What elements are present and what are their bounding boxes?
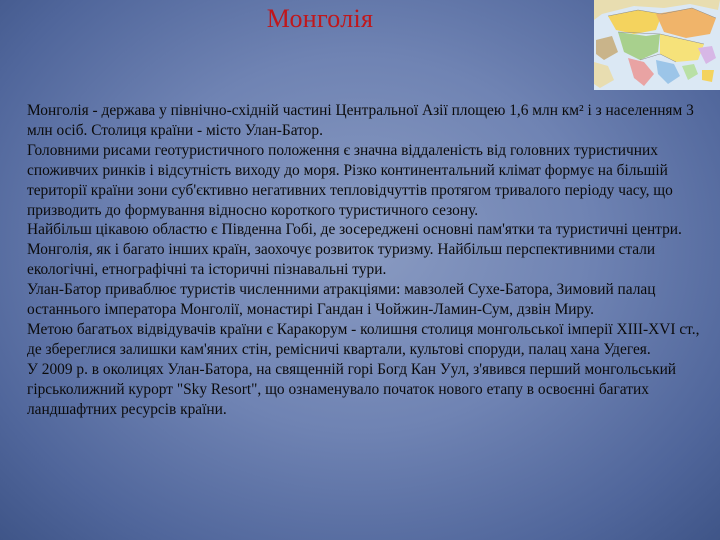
paragraph-sky-resort: У 2009 р. в околицях Улан-Батора, на священній горі Богд Кан Уул, з'явився перший монгольський гірськолижний курорт "Sky Resort", що ознаменувало початок нового етапу в освоєнні багатих ландшафтних ресурсів країни. xyxy=(27,360,677,418)
paragraph-karakorum: Метою багатьох відвідувачів країни є Каракорум - колишня столиця монгольської імперії XIII-XVI ст., де збереглися залишки кам'яних стін, ремісничі квартали, культові споруди, палац хана Удегея. xyxy=(27,320,700,358)
paragraph-geotourism: Головними рисами геотуристичного положення є значна віддаленість від головних туристичних споживчих ринків і відсутність виходу до моря. Різко континентальний клімат формує на більшій території країни зони суб'єктивно негативних тепловідчуттів протягом тривалого періоду часу, що призводить до формування відносно короткого туристичного сезону. xyxy=(27,141,673,219)
paragraph-ulaanbaatar: Улан-Батор приваблює туристів численними атракціями: мавзолей Сухе-Батора, Зимовий палац останнього імператора Монголії, монастирі Гандан і Чойжин-Ламин-Сум, дзвін Миру. xyxy=(27,281,656,319)
paragraph-south-gobi: Найбільш цікавою областю є Південна Гобі, де зосереджені основні пам'ятки та туристичні центри. xyxy=(27,221,682,239)
slide-body xyxy=(27,101,713,420)
slide-title: Монголія xyxy=(266,4,374,33)
asia-map-graphic xyxy=(594,0,720,90)
paragraph-intro: Монголія - держава у північно-східній частині Центральної Азії площею 1,6 млн км² і з населенням 3 млн осіб. Столиця країни - місто Улан-Батор. xyxy=(27,102,694,139)
asia-map-image xyxy=(594,0,720,90)
paragraph-tourism-development: Монголія, як і багато інших країн, заохочує розвиток туризму. Найбільш перспективними стали екологічні, етнографічні та історичні пізнавальні тури. xyxy=(27,241,656,279)
